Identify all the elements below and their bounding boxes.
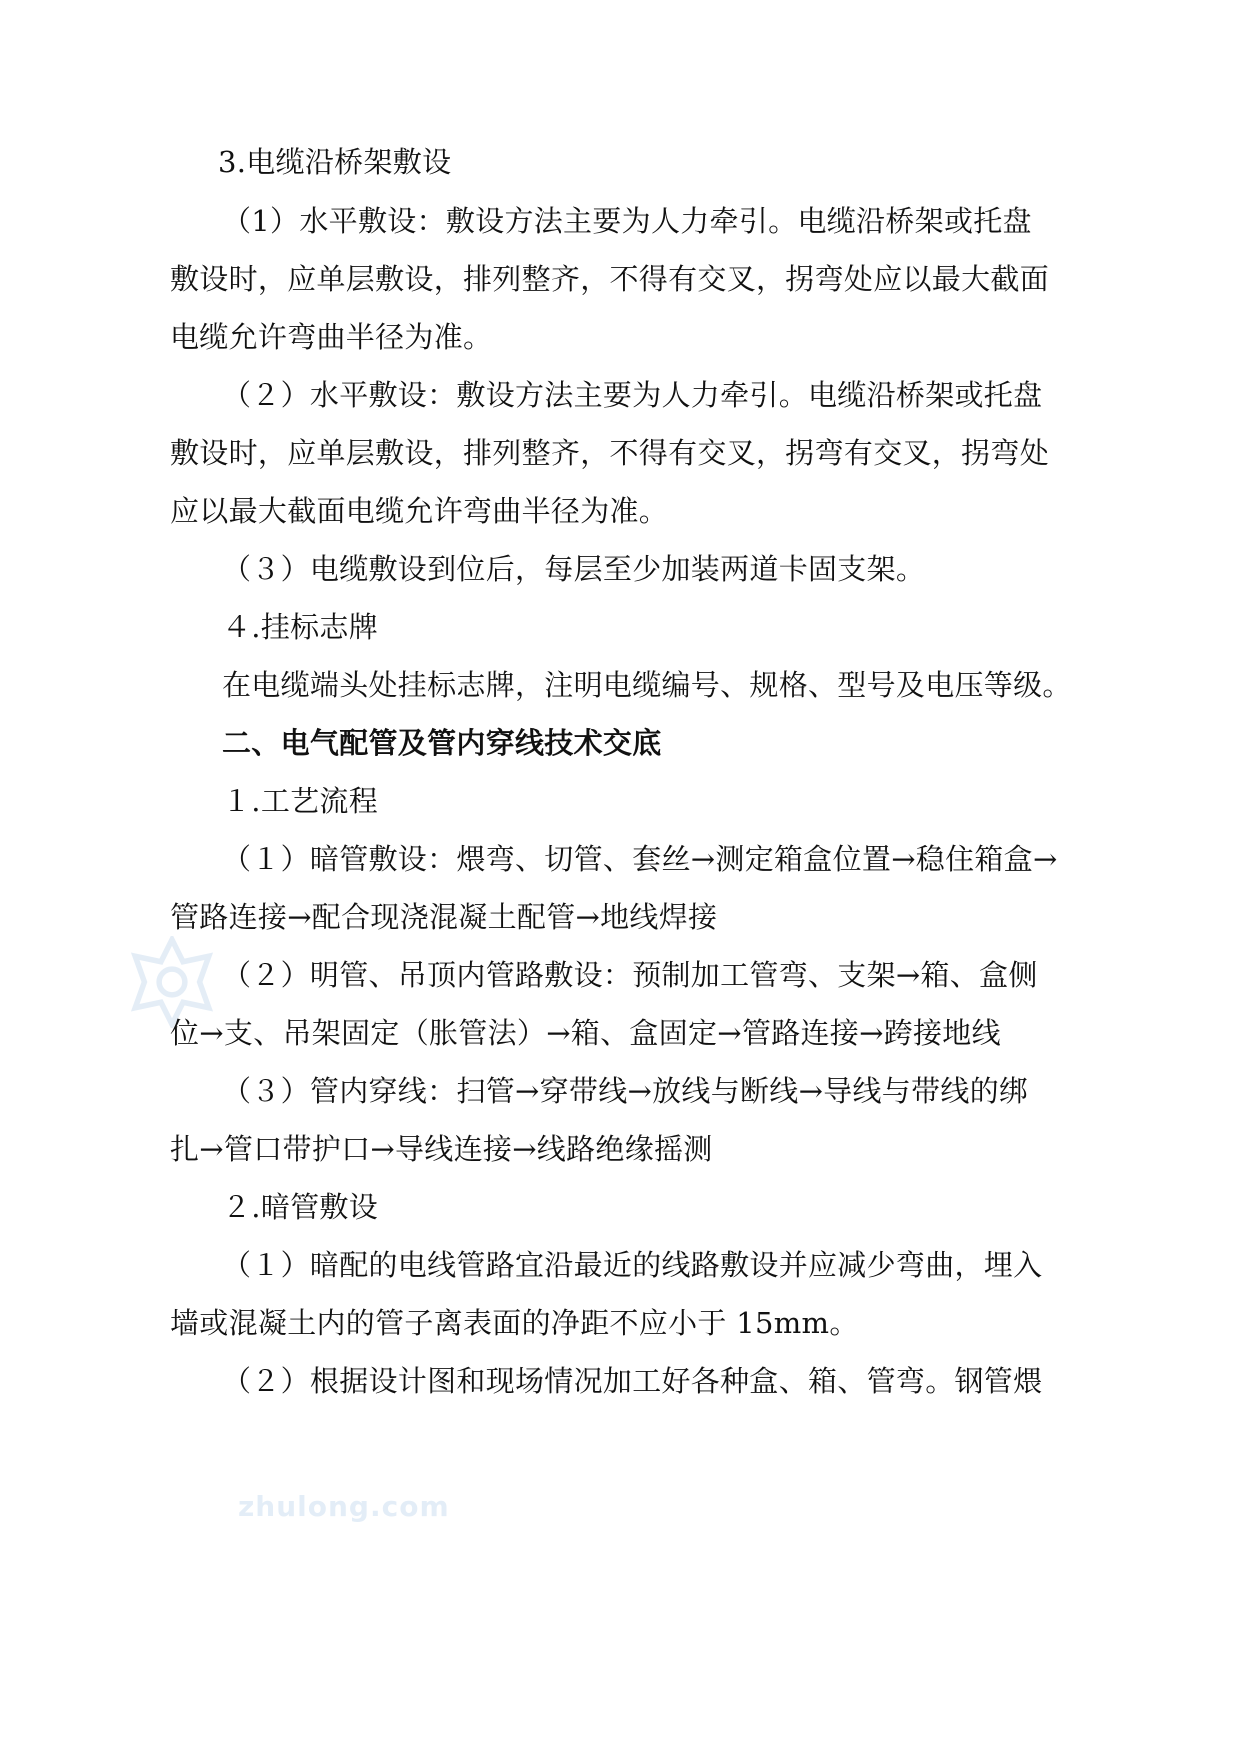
paragraph-line: （２）根据设计图和现场情况加工好各种盒、箱、管弯。钢管煨 (222, 1364, 1043, 1398)
paragraph-line: 扎→管口带护口→导线连接→线路绝缘摇测 (170, 1132, 713, 1166)
paragraph-line: （２）明管、吊顶内管路敷设：预制加工管弯、支架→箱、盒侧 (222, 958, 1038, 992)
section-heading-4: ４.挂标志牌 (222, 610, 379, 644)
paragraph-line: 电缆允许弯曲半径为准。 (170, 320, 493, 354)
paragraph-line: 位→支、吊架固定（胀管法）→箱、盒固定→管路连接→跨接地线 (170, 1016, 1001, 1050)
section-heading-2: ２.暗管敷设 (222, 1190, 379, 1224)
paragraph-line: 管路连接→配合现浇混凝土配管→地线焊接 (170, 900, 718, 934)
paragraph-line: （１）暗配的电线管路宜沿最近的线路敷设并应减少弯曲，埋入 (222, 1248, 1043, 1282)
paragraph-line: 敷设时，应单层敷设，排列整齐，不得有交叉，拐弯有交叉，拐弯处 (170, 436, 1050, 470)
paragraph-line: 在电缆端头处挂标志牌，注明电缆编号、规格、型号及电压等级。 (222, 668, 1072, 702)
paragraph-line: （２）水平敷设：敷设方法主要为人力牵引。电缆沿桥架或托盘 (222, 378, 1043, 412)
watermark-text: zhulong.com (238, 1490, 450, 1523)
section-heading-3: 3.电缆沿桥架敷设 (218, 145, 452, 179)
paragraph-line: （３）电缆敷设到位后，每层至少加装两道卡固支架。 (222, 552, 926, 586)
paragraph-line: 应以最大截面电缆允许弯曲半径为准。 (170, 494, 669, 528)
paragraph-line: （３）管内穿线：扫管→穿带线→放线与断线→导线与带线的绑 (222, 1074, 1029, 1108)
paragraph-line: （１）暗管敷设：煨弯、切管、套丝→测定箱盒位置→稳住箱盒→ (222, 842, 1058, 876)
paragraph-line: 墙或混凝土内的管子离表面的净距不应小于 15mm。 (170, 1306, 859, 1340)
chapter-heading: 二、电气配管及管内穿线技术交底 (222, 726, 662, 760)
section-heading-1: １.工艺流程 (222, 784, 379, 818)
paragraph-line: （1）水平敷设：敷设方法主要为人力牵引。电缆沿桥架或托盘 (222, 204, 1032, 238)
paragraph-line: 敷设时，应单层敷设，排列整齐，不得有交叉，拐弯处应以最大截面 (170, 262, 1050, 296)
